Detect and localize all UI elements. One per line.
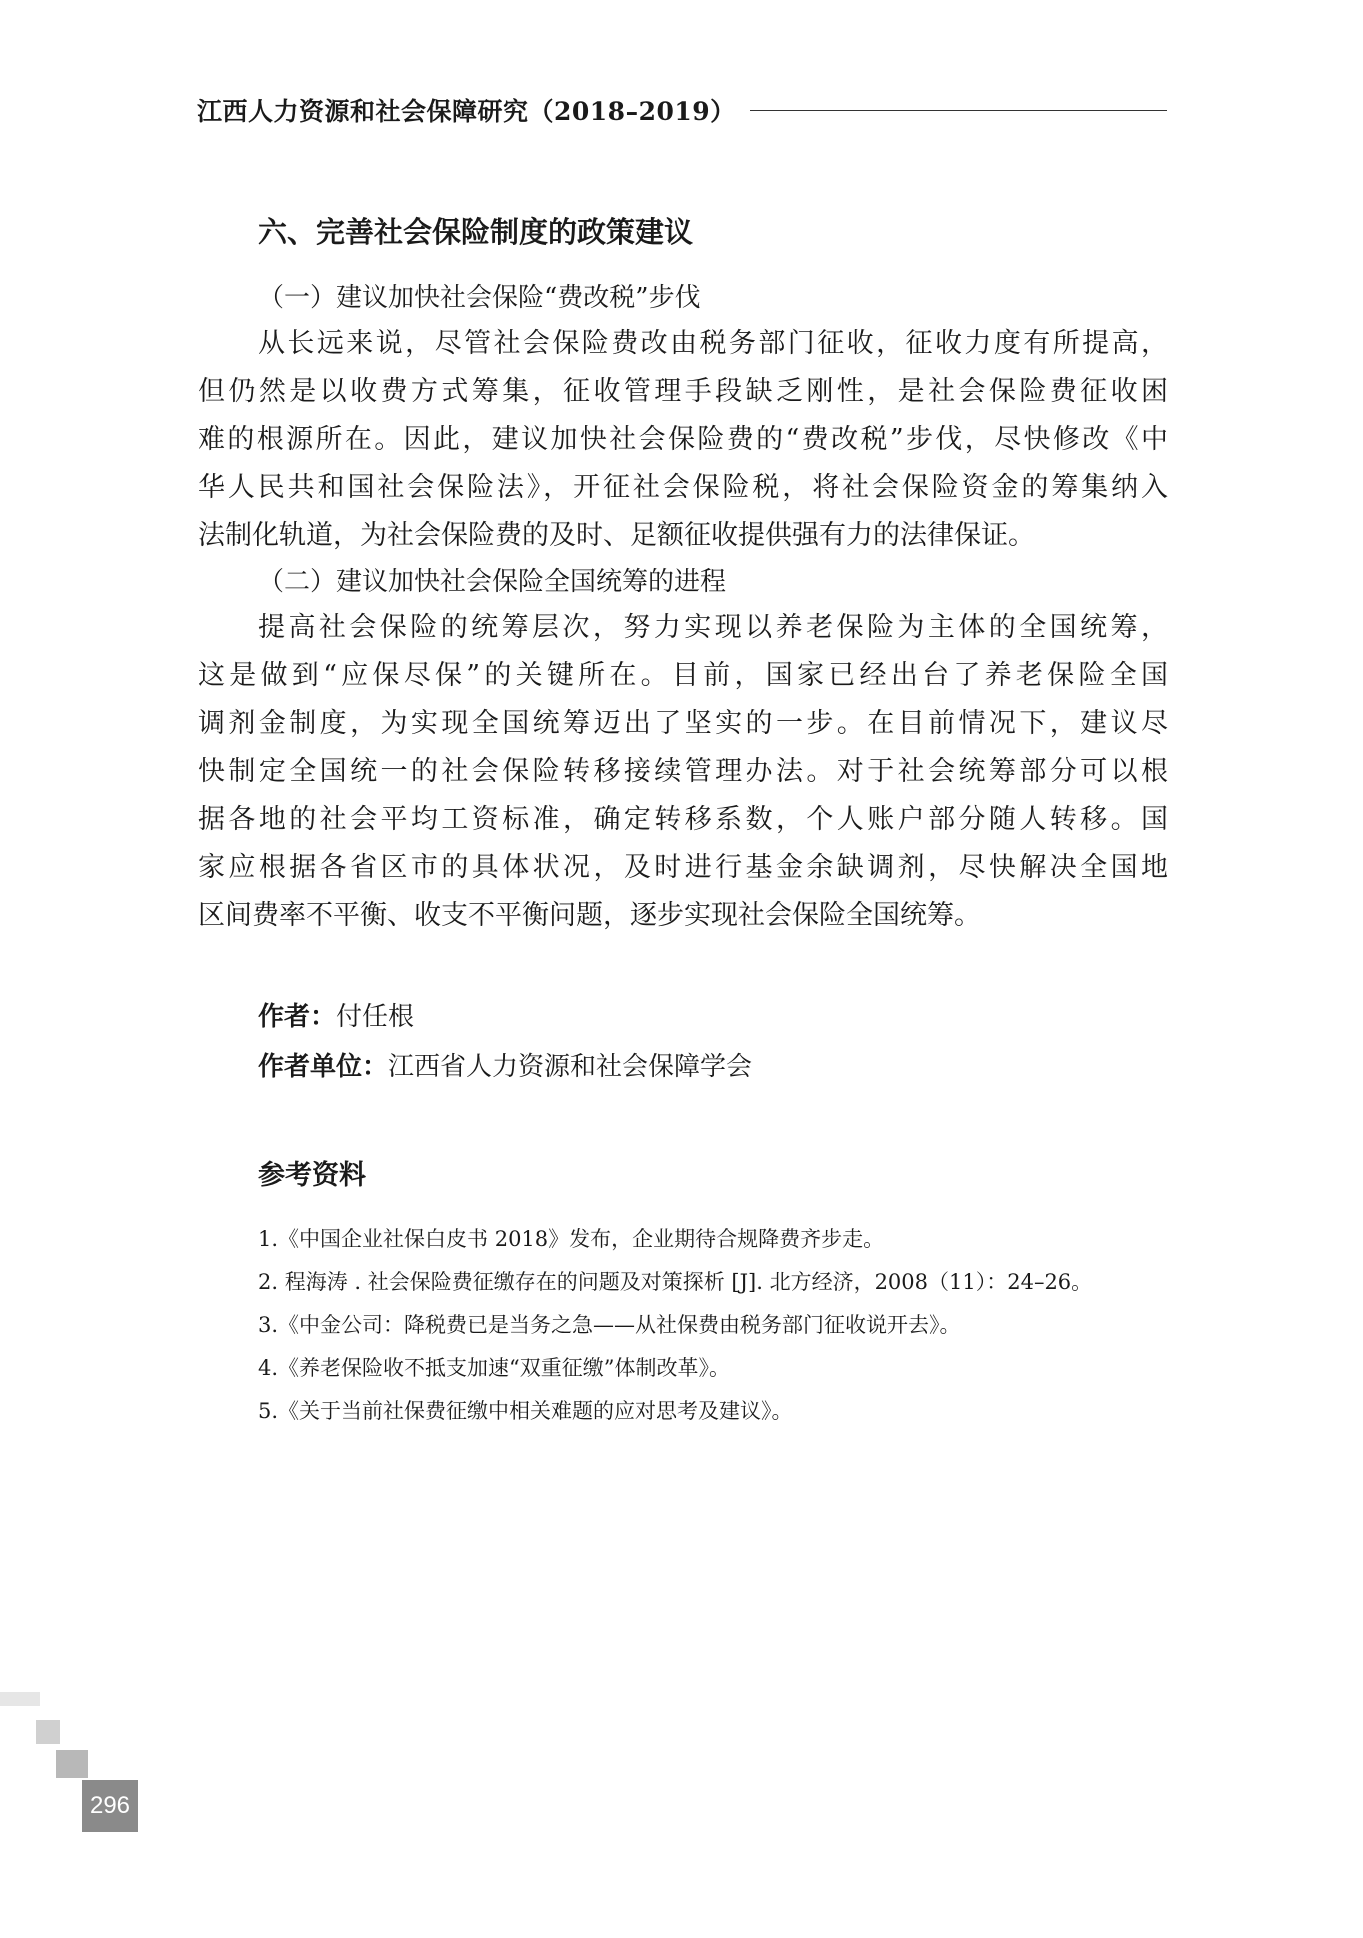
- section-heading: 六、完善社会保险制度的政策建议: [258, 215, 694, 249]
- author-block: [258, 992, 1168, 1092]
- paragraph-line: 这是做到“应保尽保”的关键所在。目前，国家已经出台了养老保险全国: [198, 660, 1168, 691]
- paragraph-line: 家应根据各省区市的具体状况，及时进行基金余缺调剂，尽快解决全国地: [198, 852, 1168, 883]
- header-rule: [750, 110, 1167, 111]
- references-list: [258, 1218, 1168, 1433]
- paragraph-line: 据各地的社会平均工资标准，确定转移系数，个人账户部分随人转移。国: [198, 804, 1168, 835]
- reference-item: 5.《关于当前社保费征缴中相关难题的应对思考及建议》。: [258, 1399, 793, 1423]
- author-label: 作者：: [258, 1002, 337, 1032]
- author-unit-label: 作者单位：: [258, 1052, 389, 1082]
- reference-item: 4.《养老保险收不抵支加速“双重征缴”体制改革》。: [258, 1356, 731, 1380]
- references-title: 参考资料: [258, 1160, 366, 1191]
- subsection-heading-2: （二）建议加快社会保险全国统筹的进程: [258, 567, 727, 597]
- paragraph-1: [198, 320, 1168, 560]
- header-title: 江西人力资源和社会保障研究（2018–2019）: [197, 97, 736, 126]
- paragraph-line: 快制定全国统一的社会保险转移接续管理办法。对于社会统筹部分可以根: [198, 756, 1168, 787]
- running-header: [197, 90, 1167, 130]
- page-number: 296: [82, 1780, 138, 1832]
- paragraph-line: 难的根源所在。因此，建议加快社会保险费的“费改税”步伐，尽快修改《中: [198, 424, 1168, 455]
- corner-decoration: [56, 1750, 88, 1778]
- author-name: 付任根: [336, 1002, 415, 1032]
- corner-decoration: [0, 1692, 40, 1706]
- paragraph-line: 区间费率不平衡、收支不平衡问题，逐步实现社会保险全国统筹。: [198, 900, 981, 931]
- paragraph-line: 但仍然是以收费方式筹集，征收管理手段缺乏刚性，是社会保险费征收困: [198, 376, 1168, 407]
- author-unit-line: [258, 1042, 1168, 1092]
- page-content: [198, 210, 1168, 1433]
- paragraph-line: 法制化轨道，为社会保险费的及时、足额征收提供强有力的法律保证。: [198, 520, 1035, 551]
- reference-item: 1.《中国企业社保白皮书 2018》发布，企业期待合规降费齐步走。: [258, 1227, 885, 1251]
- reference-item: 3.《中金公司：降税费已是当务之急——从社保费由税务部门征收说开去》。: [258, 1313, 961, 1337]
- corner-decoration: [36, 1720, 60, 1744]
- subsection-heading-1: （一）建议加快社会保险“费改税”步伐: [258, 283, 701, 313]
- paragraph-line: 提高社会保险的统筹层次，努力实现以养老保险为主体的全国统筹，: [258, 612, 1168, 643]
- reference-item: 2. 程海涛 . 社会保险费征缴存在的问题及对策探析 [J]. 北方经济，2008（11）：24–26。: [258, 1270, 1093, 1294]
- paragraph-2: [198, 604, 1168, 940]
- author-line: [258, 992, 1168, 1042]
- paragraph-line: 华人民共和国社会保险法》，开征社会保险税，将社会保险资金的筹集纳入: [198, 472, 1168, 503]
- author-unit-name: 江西省人力资源和社会保障学会: [388, 1052, 753, 1082]
- paragraph-line: 从长远来说，尽管社会保险费改由税务部门征收，征收力度有所提高，: [258, 328, 1168, 359]
- paragraph-line: 调剂金制度，为实现全国统筹迈出了坚实的一步。在目前情况下，建议尽: [198, 708, 1168, 739]
